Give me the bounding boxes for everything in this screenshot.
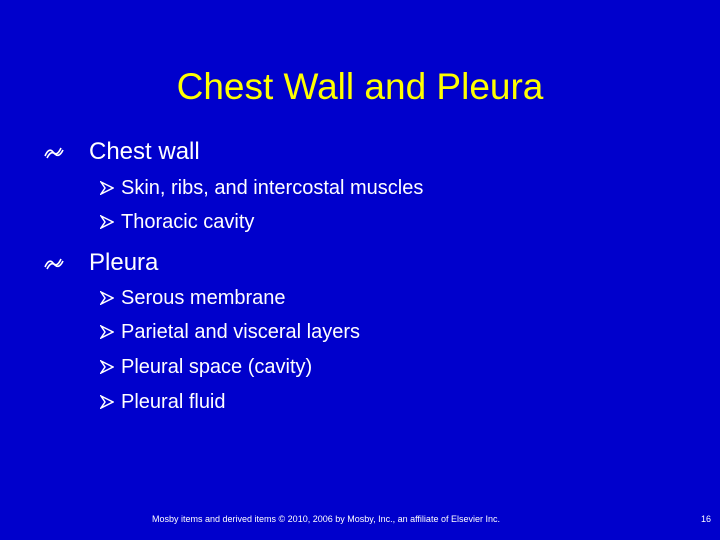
copyright-footer: Mosby items and derived items © 2010, 2006 by Mosby, Inc., an affiliate of Elsevier Inc. bbox=[152, 514, 500, 524]
sub-bullet-text: Pleural fluid bbox=[121, 391, 226, 413]
arrowhead-bullet-icon bbox=[100, 360, 114, 374]
arrowhead-bullet-icon bbox=[100, 395, 114, 409]
arrowhead-bullet-icon bbox=[100, 181, 114, 195]
arrowhead-bullet-icon bbox=[100, 291, 114, 305]
sub-bullet-text: Serous membrane bbox=[121, 287, 286, 309]
bullet-heading: Chest wall bbox=[89, 138, 200, 165]
arrowhead-bullet-icon bbox=[100, 215, 114, 229]
sub-bullet-text: Parietal and visceral layers bbox=[121, 321, 360, 343]
sub-bullet-text: Pleural space (cavity) bbox=[121, 356, 313, 378]
arrowhead-bullet-icon bbox=[100, 325, 114, 339]
sub-bullet-text: Thoracic cavity bbox=[121, 211, 255, 233]
page-number: 16 bbox=[701, 514, 712, 524]
slide-title: Chest Wall and Pleura bbox=[176, 66, 544, 107]
bullet-heading: Pleura bbox=[89, 249, 159, 276]
wave-bullet-icon bbox=[44, 145, 64, 159]
wave-bullet-icon bbox=[44, 256, 64, 270]
sub-bullet-text: Skin, ribs, and intercostal muscles bbox=[121, 177, 424, 199]
